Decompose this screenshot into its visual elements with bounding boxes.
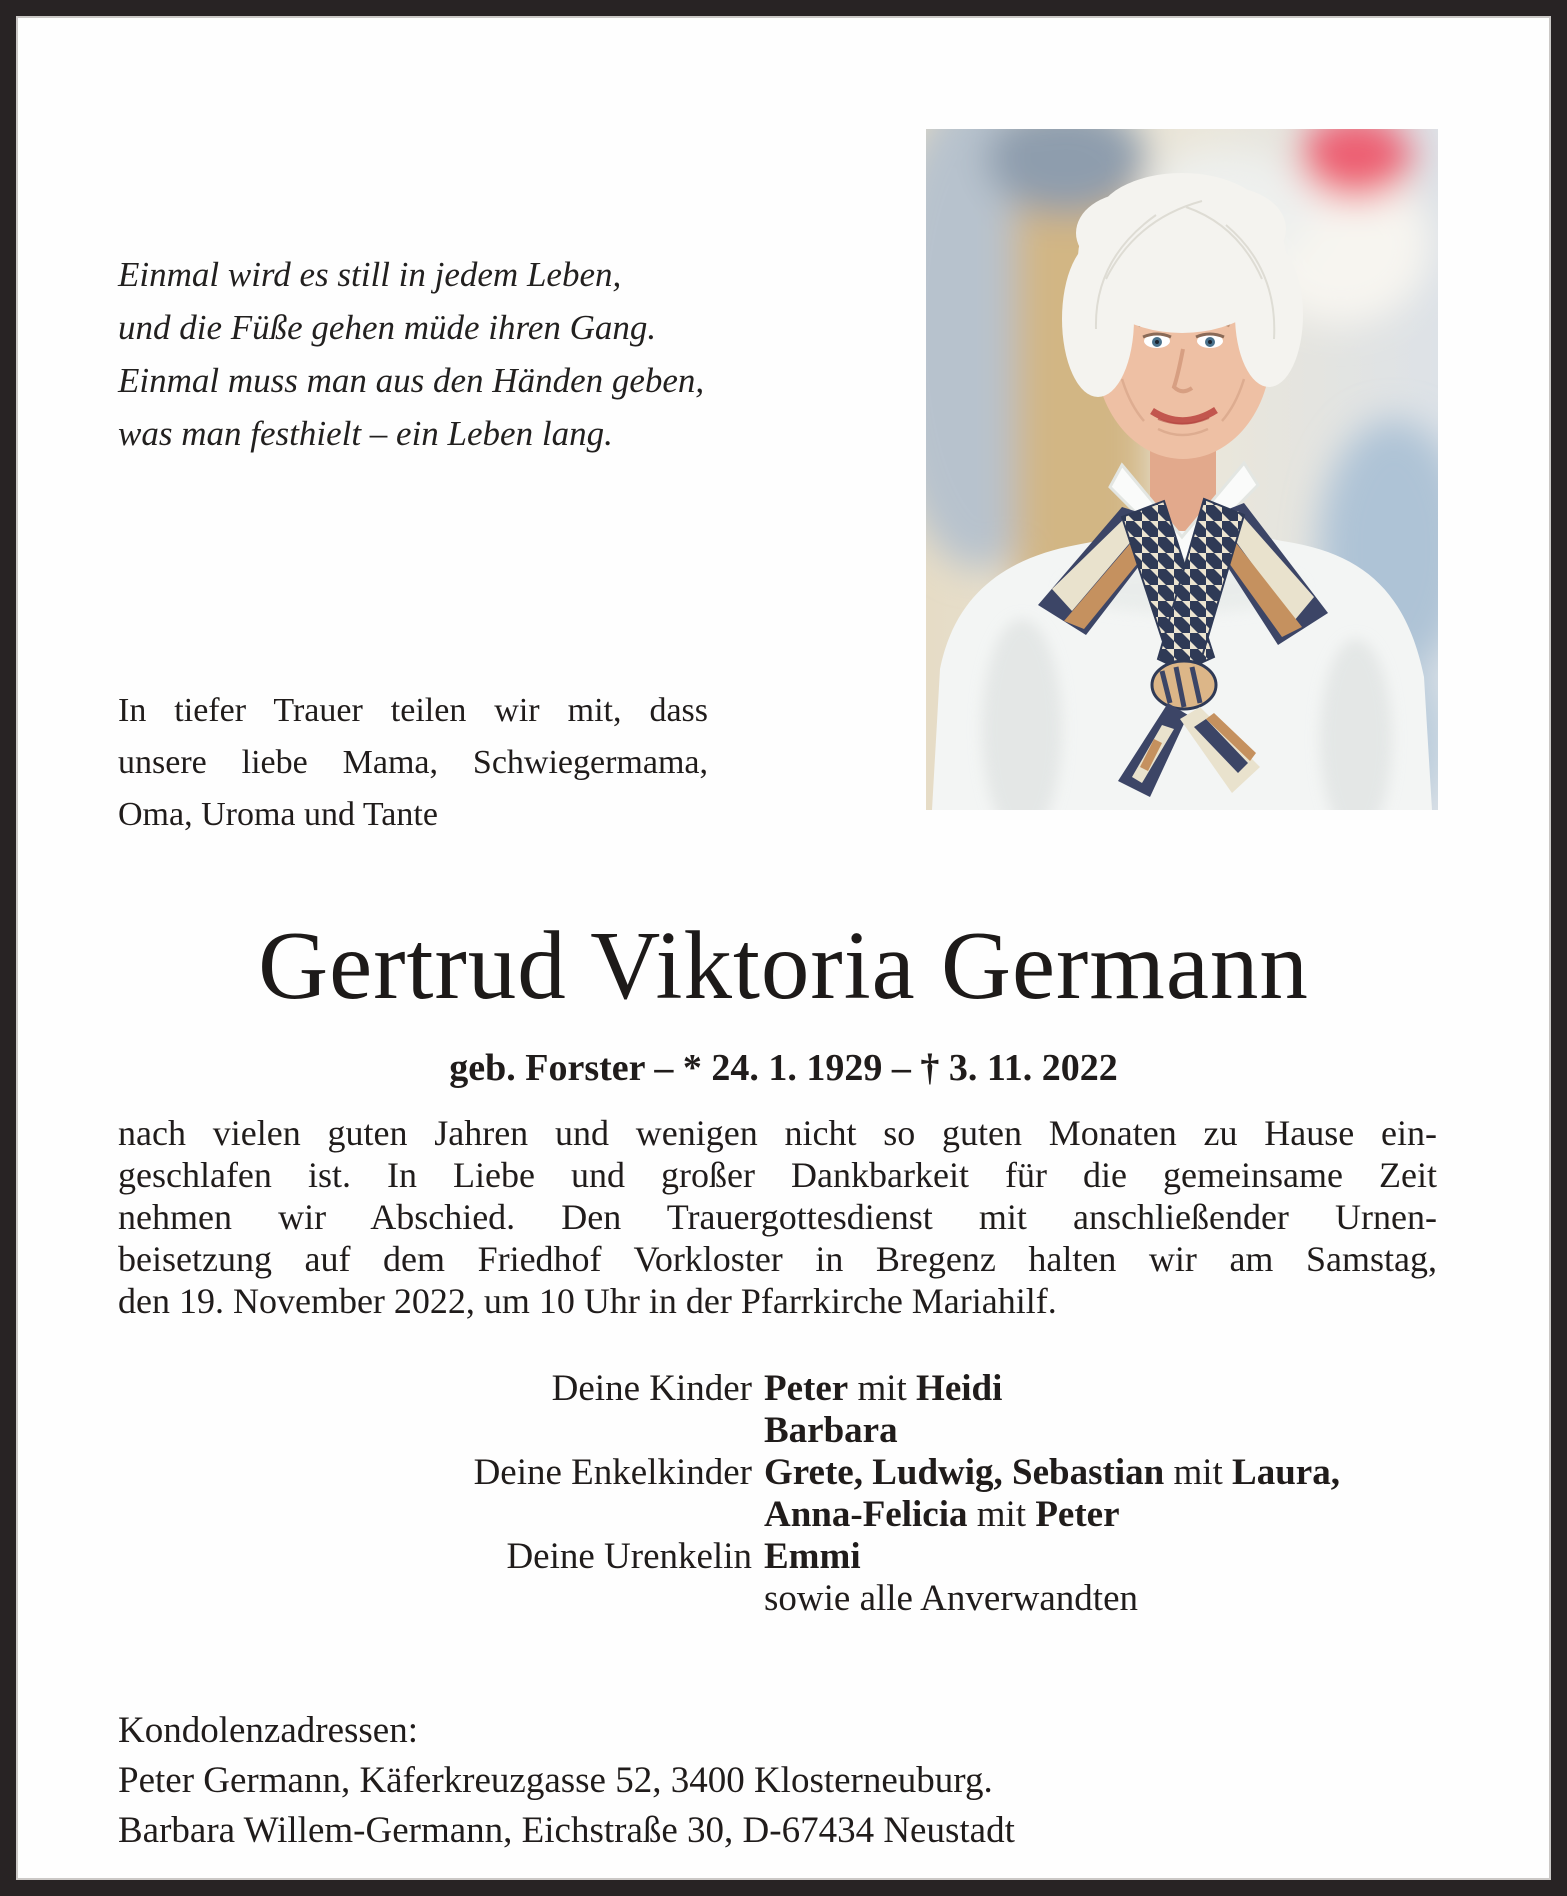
family-member-name: Laura, [1232, 1452, 1340, 1493]
family-row [118, 1368, 1538, 1410]
poem-line: Einmal muss man aus den Händen geben, [118, 361, 705, 400]
family-member-name: Barbara [764, 1410, 898, 1451]
family-row [118, 1452, 1538, 1494]
family-row [118, 1536, 1538, 1578]
family-row [118, 1410, 1538, 1452]
family-names [752, 1452, 1538, 1494]
family-row [118, 1578, 1538, 1620]
announcement-line: nach vielen guten Jahren und wenigen nicht so guten Monaten zu Hause ein- [118, 1113, 1437, 1153]
announcement-line: nehmen wir Abschied. Den Trauergottesdienst mit anschließender Urnen- [118, 1197, 1437, 1237]
announcement-paragraph [118, 1112, 1437, 1322]
condolence-block [118, 1706, 1448, 1856]
poem-line: was man festhielt – ein Leben lang. [118, 414, 613, 453]
family-names [752, 1368, 1538, 1410]
family-member-name: Emmi [764, 1536, 861, 1577]
family-list [118, 1368, 1538, 1620]
intro-line: Oma, Uroma und Tante [118, 796, 438, 833]
announcement-line: den 19. November 2022, um 10 Uhr in der Pfarrkirche Mariahilf. [118, 1281, 1057, 1321]
poem-line: und die Füße gehen müde ihren Gang. [118, 308, 657, 347]
condolence-addresses [118, 1756, 1448, 1856]
family-relation-label: Deine Enkelkinder [473, 1452, 752, 1493]
family-member-name: Grete, Ludwig, Sebastian [764, 1452, 1165, 1493]
family-relation-label [118, 1494, 752, 1536]
birth-death-line: geb. Forster – * 24. 1. 1929 – † 3. 11. 2022 [449, 1047, 1118, 1089]
condolence-heading: Kondolenzadressen: [118, 1710, 419, 1751]
family-names [752, 1536, 1538, 1578]
portrait-photo-graphic [926, 129, 1438, 810]
family-member-name: Anna-Felicia [764, 1494, 968, 1535]
family-member-name: Heidi [916, 1368, 1003, 1409]
family-connector: mit [967, 1494, 1036, 1535]
family-relation-label [118, 1578, 752, 1620]
family-member-name: Peter [1035, 1494, 1120, 1535]
family-connector: mit [1164, 1452, 1233, 1493]
family-relation-label: Deine Urenkelin [506, 1536, 752, 1577]
condolence-address-line: Peter Germann, Käferkreuzgasse 52, 3400 Klosterneuburg. [118, 1760, 993, 1801]
family-names [752, 1410, 1538, 1452]
family-row [118, 1494, 1538, 1536]
announcement-line: beisetzung auf dem Friedhof Vorkloster in Bregenz halten wir am Samstag, [118, 1239, 1437, 1279]
deceased-name: Gertrud Viktoria Germann [258, 912, 1309, 1019]
condolence-address-line: Barbara Willem-Germann, Eichstraße 30, D-67434 Neustadt [118, 1810, 1015, 1851]
portrait-photo [926, 129, 1438, 810]
intro-line: In tiefer Trauer teilen wir mit, dass [118, 692, 708, 729]
family-relation-label: Deine Kinder [551, 1368, 752, 1409]
family-names [752, 1578, 1538, 1620]
poem-line: Einmal wird es still in jedem Leben, [118, 255, 622, 294]
family-connector: sowie alle Anverwandten [764, 1578, 1138, 1619]
announcement-line: geschlafen ist. In Liebe und großer Dankbarkeit für die gemeinsame Zeit [118, 1155, 1437, 1195]
family-connector: mit [848, 1368, 917, 1409]
family-member-name: Peter [764, 1368, 849, 1409]
poem [118, 248, 778, 460]
family-relation-label [118, 1410, 752, 1452]
intro-text [118, 685, 708, 841]
intro-line: unsere liebe Mama, Schwiegermama, [118, 744, 708, 781]
family-names [752, 1494, 1538, 1536]
